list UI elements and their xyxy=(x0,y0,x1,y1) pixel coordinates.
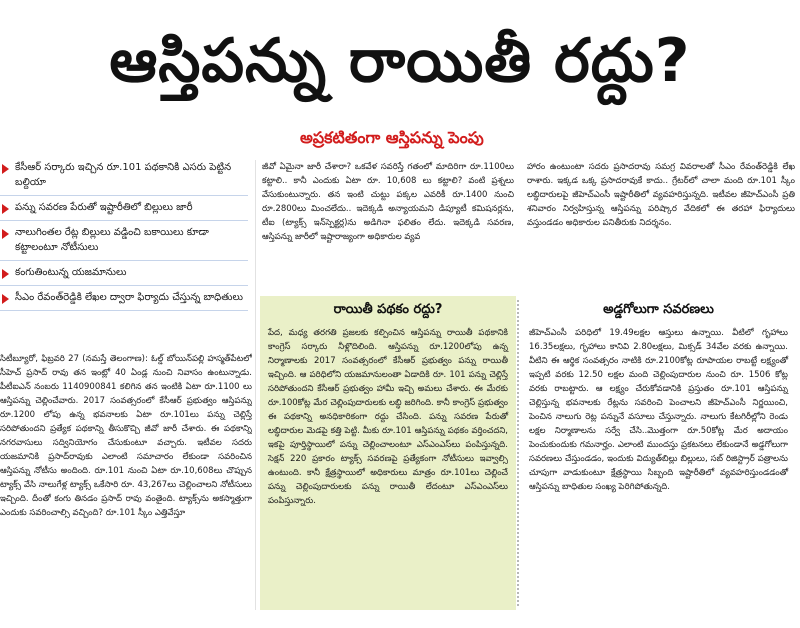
article-column-3: హారం ఉంటుంటా సదరు ప్రసాదరావు సమగ్ర వివరాలతో సీఎం రేవంత్‌రెడ్డికి లేఖ రాశారు. ఇక్కడ ఒక్క ప్రసాదరావుకే కాదు.. గ్రేటర్‌లో చాలా మంది రూ.101 స్కీం లబ్ధిదారులపై జీహెచ్‌ఎంసీ ఇష్టారీతిలో వ్యవహరిస్తున్నది. ఇటీవల జీహెచ్ఎంసీ ప్రతి శనివారం నిర్వహిస్తున్న ఆస్తిపన్ను పరిష్కార వేదికలో ఈ తరహా ఫిర్యాదులు వస్తుండడం అధికారుల పనితీరుకు నిదర్శనం. xyxy=(527,162,795,228)
bullet-icon xyxy=(2,294,9,304)
highlight-item xyxy=(0,261,248,286)
subheadline: అప్రకటితంగా ఆస్తిపన్ను పెంపు xyxy=(300,128,484,147)
highlight-item xyxy=(0,196,248,221)
headline: ఆస్తిపన్ను రాయితీ రద్దు? xyxy=(109,26,691,96)
highlight-text: నాలుగింతల రేట్ల బిల్లులు వడ్డించి బకాయిలు కూడా కట్టాలంటూ నోటీసులు xyxy=(15,227,209,253)
highlight-item xyxy=(0,156,248,196)
article-column-2: జీవో ఏమైనా జారీ చేశారా? ఒకవేళ సవరిస్తే గతంలో మాదిరిగా రూ.1100లు కట్టాలి.. కానీ ఎందుకు ఏటా రూ. 10,608 లు కట్టాలి? వంటి ప్రశ్నలు వేసుకుంటున్నారు. తన ఇంటి చుట్టు పక్కల ఎవరికీ రూ.1400 నుంచి రూ.2800లు మించలేదు.. ఇదెక్కడి అన్యాయమని డిప్యూటీ కమిషనర్లను, టీఐ (ట్యాక్స్ ఇన్‌స్పెక్టర్ల)ను అడిగినా ఫలితం లేదు. ఇదెక్కడి సవరణ, ఆస్తిపన్ను జారీలో ఇష్టారాజ్యంగా అధికారుల వ్యవ xyxy=(262,162,514,242)
bullet-icon xyxy=(2,164,9,174)
sidebar-box-revisions xyxy=(521,296,796,610)
highlight-text: కేసీఆర్ సర్కారు ఇచ్చిన రూ.101 పథకానికి ఎసరు పెట్టిన బల్దియా xyxy=(15,162,232,188)
highlight-text: పన్ను సవరణ పేరుతో ఇష్టారీతిలో బిల్లులు జారీ xyxy=(15,202,193,213)
bullet-icon xyxy=(2,204,9,214)
box-text: జీహెచ్‌ఎంసీ పరిధిలో 19.49లక్షల ఆస్తులు ఉన్నాయి. వీటిలో గృహాలు 16.35లక్షలు, గృహాలు కానివి 2.80లక్షలు, మిక్సడ్ 34వేల వరకు ఉన్నాయి. వీటిని ఈ ఆర్థిక సంవత్సరం నాటికి రూ.2100కోట్ల రూపాయల రాబట్టే లక్ష్యంతో ఇప్పటి వరకు 12.50 లక్షల మంది చెల్లింపుదారుల నుంచి రూ. 1506 కోట్ల వరకు రాబట్టారు. ఆ లక్ష్యం చేరుకోవడానికి ప్రస్తుతం రూ.101 ఆస్తిపన్ను చెల్లిస్తున్న భవనాలకు రేట్లను సవరించి పెంచాలని జీహెచ్ఎంసీ నిర్ణయించి, పెంచిన నాలుగు రెట్ల పన్నునే వసూలు చేస్తున్నారు. నాలుగు కేటగిరీల్లోని రెండు లక్షల నిర్మాణాలను సర్వే చేసి..మొత్తంగా రూ.50కోట్ల మేర అదాయం పెంచుకుందుకు గమనార్హం. ఎలాంటి ముందస్తు ప్రకటనలు లేకుండానే అడ్డగోలుగా సవరణలు చేస్తుండడం, ఇందుకు విద్యుత్‌బిల్లు బిల్లులు, సబ్ రిజిస్ట్రార్ పత్రాలను చూపుగా వాడుకుంటూ క్షేత్రస్థాయి సిబ్బంది ఇష్టారీతిలో వ్యవహరిస్తుండడంతో ఆస్తిపన్ను బాధితుల సంఖ్య పెరిగిపోతున్నది. xyxy=(529,328,788,492)
box-title: రాయితీ పథకం రద్దు? xyxy=(333,302,443,317)
article-column-1: సిటీబ్యూరో, ఫిబ్రవరి 27 (నమస్తే తెలంగాణ): ఓల్డ్ బోయిన్‌పల్లి హస్మత్‌పేటలో సీహెచ్ ప్రసాద్ రావు తన ఇంట్లో 40 ఏండ్ల నుంచి నివాసం ఉంటున్నాడు. పీటీఐఎన్ నంబరు 1140900841 కలిగిన తన ఇంటికి ఏటా రూ.1100 లు ఆస్తిపన్ను చెల్లించేవారు. 2017 సంవత్సరంలో కేసీఆర్ ప్రభుత్వం ఆస్తిపన్ను రూ.1200 లోపు ఉన్న భవనాలకు ఏటా రూ.101లు పన్ను చెల్లిస్తే సరిపోతుందని ప్రత్యేక పథకాన్ని తీసుకొచ్చి జీవో జారీ చేశారు. ఈ పథకాన్ని నగరవాసులు సద్వినియోగం చేసుకుంటూ వచ్చారు. ఇటీవల సదరు యజమానికి ప్రసాద్‌రావుకు ఎలాంటి సమాచారం లేకుండా సవరించిన ఆస్తిపన్ను నోటీసు అందింది. రూ.101 నుంచి ఏటా రూ.10,608లు చొప్పున ట్యాక్స్ వేసి నాలుగేళ్ల ట్యాక్స్ ఒకేసారి రూ. 43,267లు చెల్లించాలని నోటీసులు ఇచ్చింది. దీంతో కంగు తినడం ప్రసాద్ రావు వంతైంది. ట్యాక్స్‌ను అకస్మాత్తుగా ఎందుకు సవరించాల్సి వచ్చింది? రూ.101 స్కీం ఎత్తివేస్తూ xyxy=(0,354,252,518)
highlights-list xyxy=(0,156,248,311)
highlight-item xyxy=(0,221,248,261)
highlight-text: సీఎం రేవంత్‌రెడ్డికి లేఖల ద్వారా ఫిర్యాదు చేస్తున్న బాధితులు xyxy=(15,292,244,303)
box-text: పేద, మధ్య తరగతి ప్రజలకు కల్పించిన ఆస్తిపన్ను రాయితీ పథకానికి కాంగ్రెస్ సర్కారు నీళ్లొదిలింది. ఆస్తిపన్ను రూ.1200లోపు ఉన్న నిర్మాణాలకు 2017 సంవత్సరంలో కేసీఆర్ ప్రభుత్వం పన్ను రాయితీ ఇచ్చింది. ఆ పరిధిలోని యజమానులంతా ఏడాదికి రూ. 101 పన్ను చెల్లిస్తే సరిపోతుందని కేసీఆర్ ప్రభుత్వం హామీ ఇచ్చి అమలు చేశారు. ఈ మేరకు రూ.100కోట్ల మేర చెల్లింపుదారులకు లబ్ధి జరిగింది. కానీ కాంగ్రెస్ ప్రభుత్వం ఈ పథకాన్ని అనధికారికంగా రద్దు చేసింది. పన్ను సవరణ పేరుతో లబ్ధిదారుల మెడపై కత్తి పెట్టి. మీకు రూ.101 ఆస్తిపన్ను పథకం వర్తించదని, ఇకపై పూర్తిస్థాయిలో పన్ను చెల్లించాలంటూ ఎస్ఎంఎస్‌లు పంపిస్తున్నది. సెక్షన్ 220 ప్రకారం ట్యాక్స్ సవరణపై ప్రత్యేకంగా నోటీసులు ఇవ్వాల్సి ఉంటుంది. కానీ క్షేత్రస్థాయిలో అధికారులు మాత్రం రూ.101లు చెల్లించే పన్ను చెల్లింపుదారులకు పన్ను రాయితీ లేదంటూ ఎస్ఎంఎస్‌లు పంపిస్తున్నారు. xyxy=(268,328,508,506)
column-divider xyxy=(255,160,256,610)
highlight-text: కంగుతింటున్న యజమానులు xyxy=(15,267,127,278)
box-title: అడ్డగోలుగా సవరణలు xyxy=(603,302,714,317)
bullet-icon xyxy=(2,229,9,239)
bullet-icon xyxy=(2,269,9,279)
sidebar-box-subsidy xyxy=(260,296,516,610)
dotted-divider xyxy=(517,300,519,606)
highlight-item xyxy=(0,286,248,311)
